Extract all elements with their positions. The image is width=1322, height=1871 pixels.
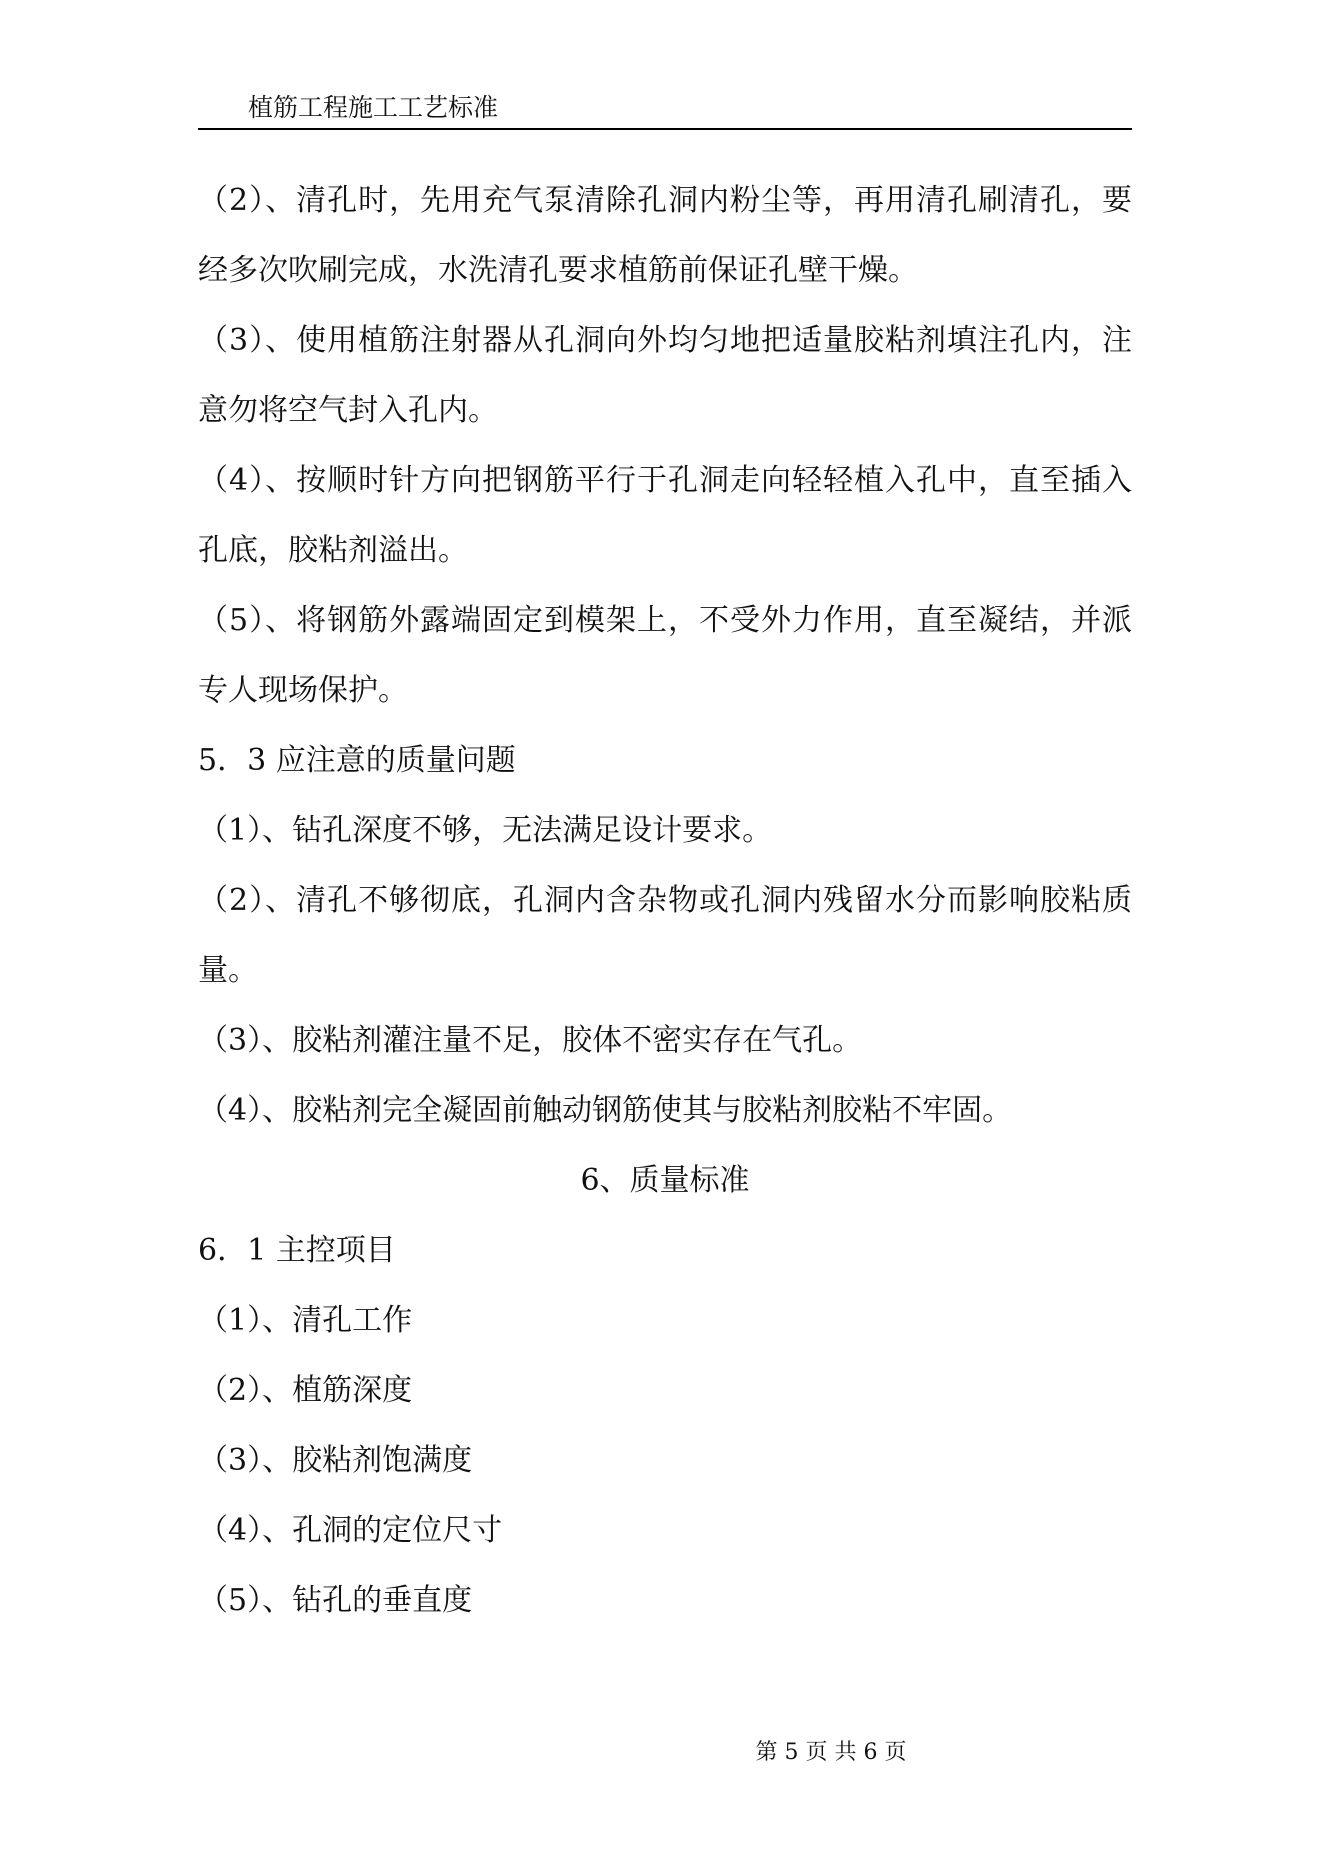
main-control-item-5: （5）、钻孔的垂直度	[198, 1583, 473, 1618]
page-number: 第 5 页 共 6 页	[755, 1740, 907, 1765]
document-title: 植筋工程施工工艺标准	[248, 93, 499, 122]
procedure-step-4: （4）、按顺时针方向把钢筋平行于孔洞走向轻轻植入孔中，直至插入孔底，胶粘剂溢出。	[198, 463, 1132, 568]
main-control-item-4: （4）、孔洞的定位尺寸	[198, 1513, 503, 1548]
main-control-item-3: （3）、胶粘剂饱满度	[198, 1443, 473, 1478]
main-control-item-2: （2）、植筋深度	[198, 1373, 413, 1408]
page-header	[198, 86, 1132, 130]
document-body	[198, 166, 1132, 1636]
section-heading-6-1: 6．1 主控项目	[198, 1233, 396, 1268]
quality-issue-3: （3）、胶粘剂灌注量不足，胶体不密实存在气孔。	[198, 1023, 863, 1058]
procedure-step-5: （5）、将钢筋外露端固定到模架上，不受外力作用，直至凝结，并派专人现场保护。	[198, 603, 1132, 708]
quality-issue-1: （1）、钻孔深度不够，无法满足设计要求。	[198, 813, 773, 848]
section-heading-5-3: 5．3 应注意的质量问题	[198, 743, 516, 778]
quality-issue-4: （4）、胶粘剂完全凝固前触动钢筋使其与胶粘剂胶粘不牢固。	[198, 1093, 1013, 1128]
quality-issue-2: （2）、清孔不够彻底，孔洞内含杂物或孔洞内残留水分而影响胶粘质量。	[198, 883, 1132, 988]
chapter-heading-6: 6、质量标准	[580, 1163, 750, 1198]
main-control-item-1: （1）、清孔工作	[198, 1303, 413, 1338]
procedure-step-2: （2）、清孔时，先用充气泵清除孔洞内粉尘等，再用清孔刷清孔，要经多次吹刷完成，水洗清孔要求植筋前保证孔壁干燥。	[198, 183, 1132, 288]
procedure-step-3: （3）、使用植筋注射器从孔洞向外均匀地把适量胶粘剂填注孔内，注意勿将空气封入孔内。	[198, 323, 1132, 428]
